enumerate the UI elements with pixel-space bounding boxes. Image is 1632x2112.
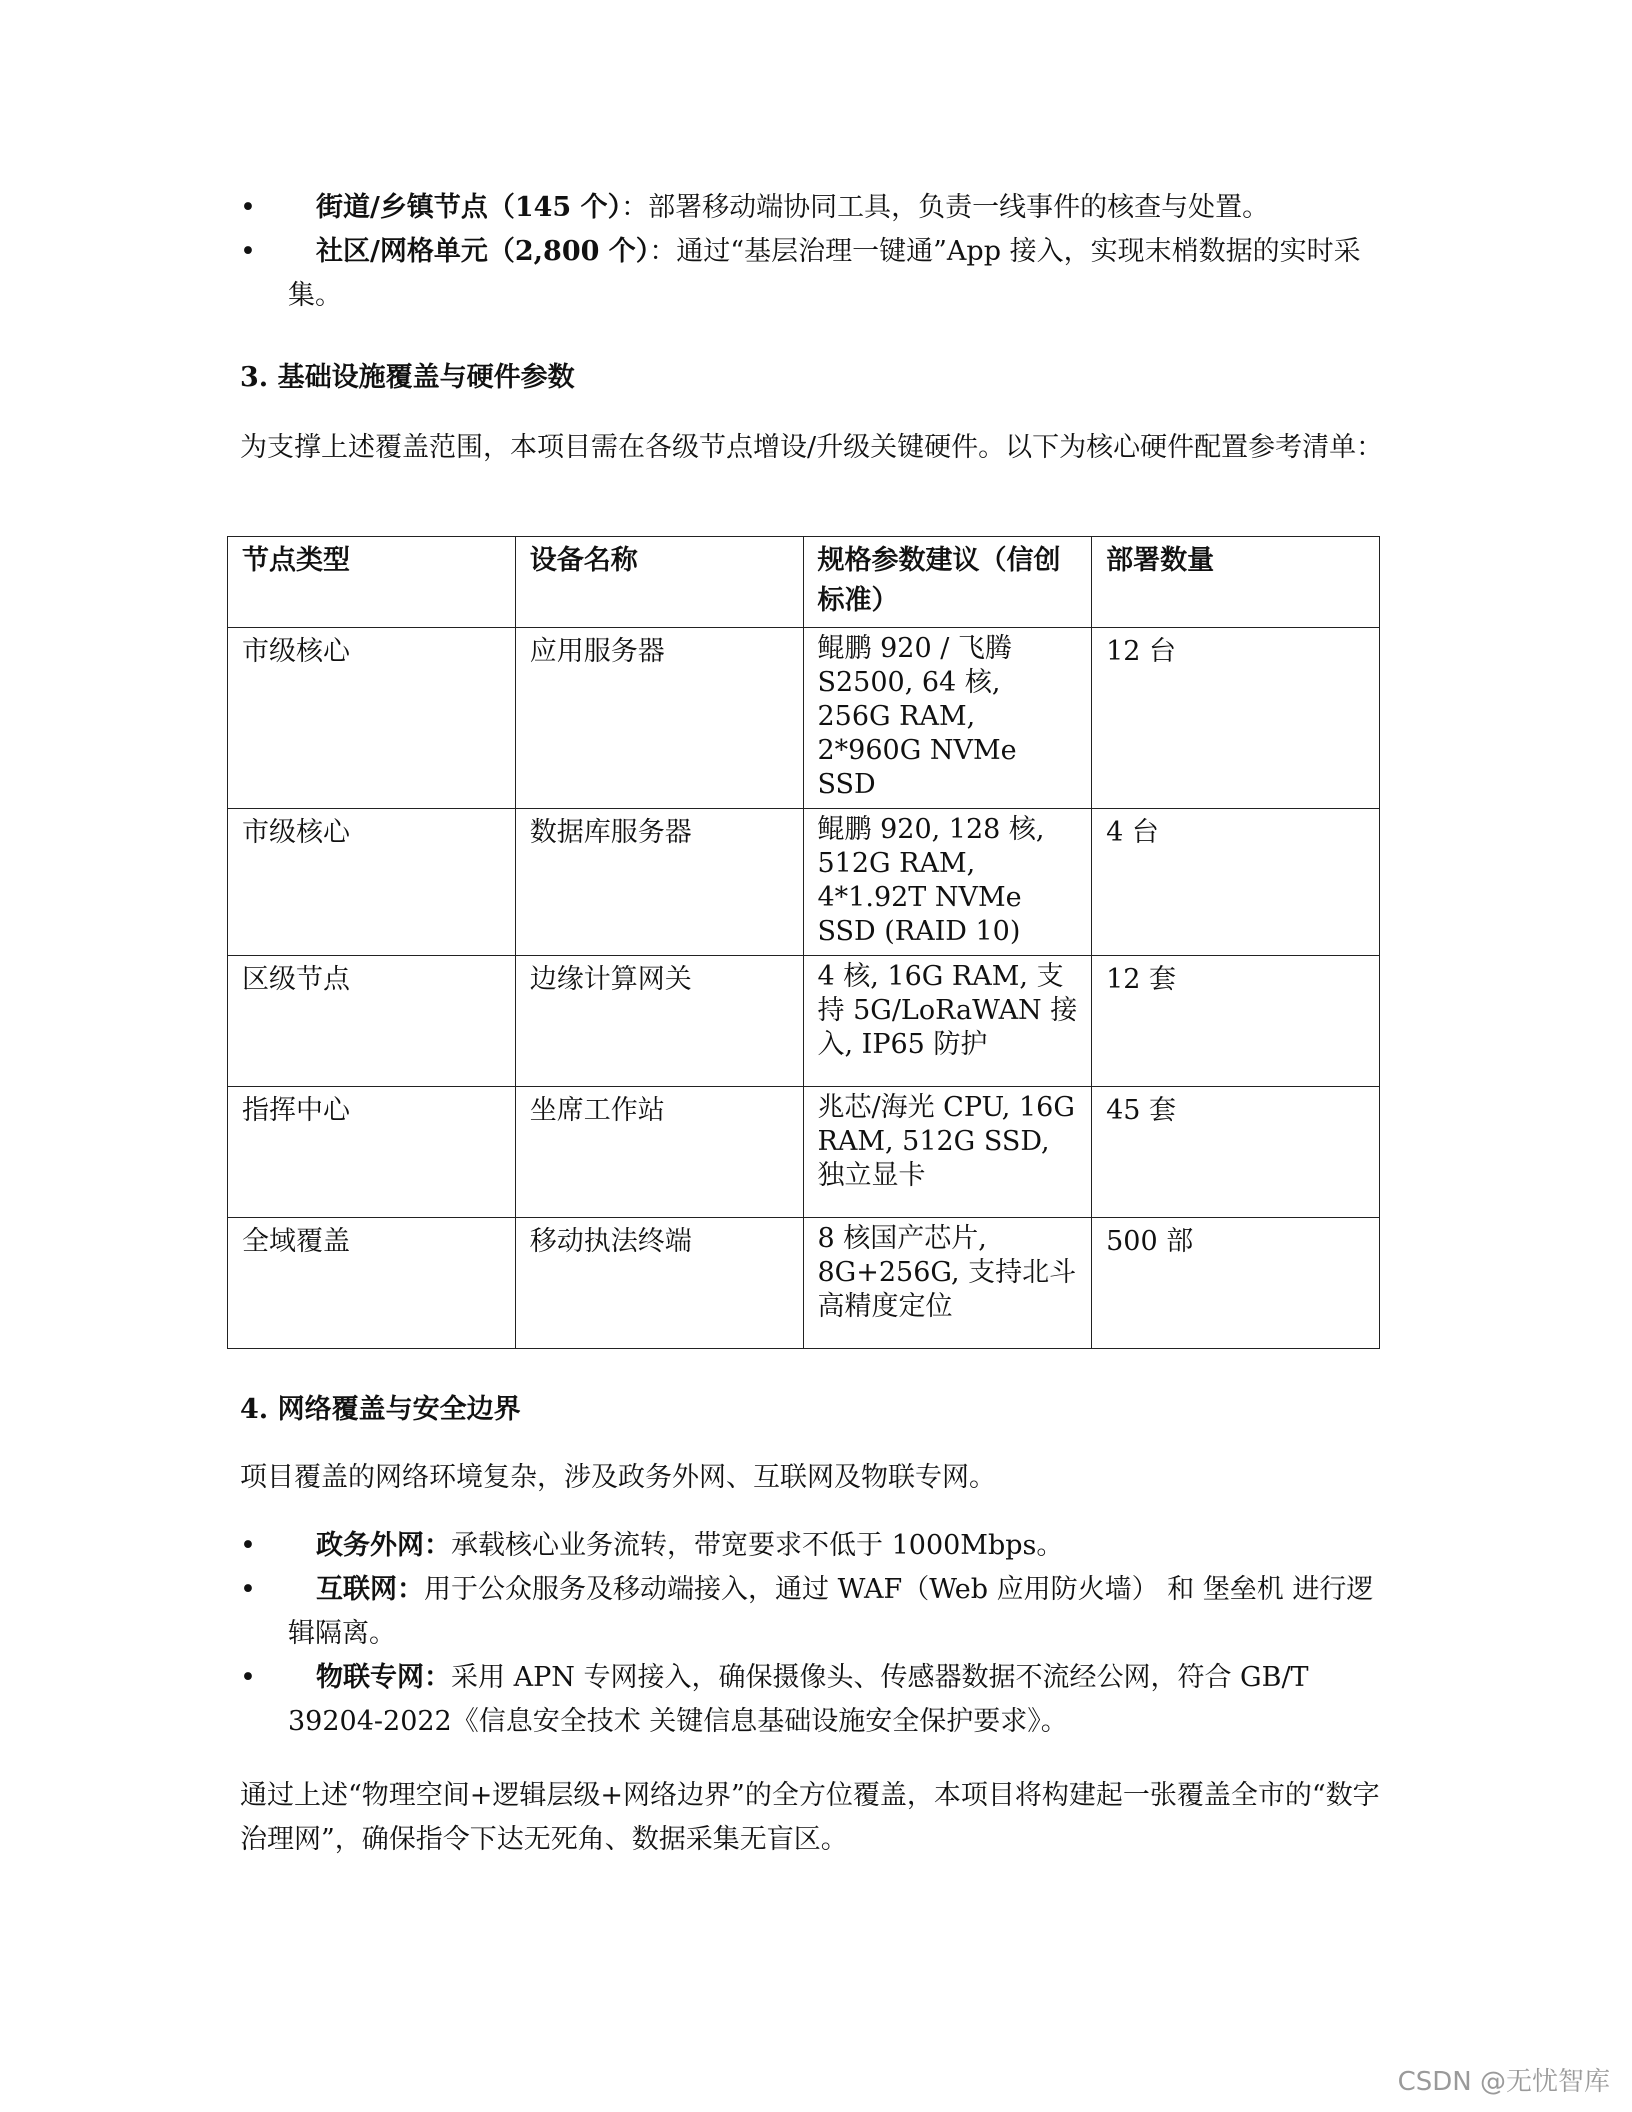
list-item [240,186,1390,230]
cell-quantity: 12 套 [1092,956,1380,1087]
header-device-name: 设备名称 [515,537,803,628]
cell-node-type: 区级节点 [228,956,516,1087]
table-row [228,1087,1380,1218]
cell-spec: 鲲鹏 920, 128 核, 512G RAM, 4*1.92T NVMe SSD (RAID 10) [803,809,1092,956]
watermark: CSDN @无忧智库 [1397,2067,1610,2097]
cell-quantity: 4 台 [1092,809,1380,956]
table-row [228,628,1380,809]
closing-paragraph: 通过上述“物理空间+逻辑层级+网络边界”的全方位覆盖，本项目将构建起一张覆盖全市的“数字治理网”，确保指令下达无死角、数据采集无盲区。 [240,1780,1380,1855]
bullet-bold: 街道/乡镇节点（145 个） [316,192,622,223]
cell-spec: 鲲鹏 920 / 飞腾 S2500, 64 核, 256G RAM, 2*960G NVMe SSD [803,628,1092,809]
cell-device: 移动执法终端 [515,1218,803,1349]
cell-spec: 4 核, 16G RAM, 支持 5G/LoRaWAN 接入, IP65 防护 [803,956,1092,1087]
cell-device: 数据库服务器 [515,809,803,956]
cell-device: 应用服务器 [515,628,803,809]
table-row [228,956,1380,1087]
top-section [240,186,1390,470]
section-4-title: 4. 网络覆盖与安全边界 [240,1394,521,1425]
cell-device: 坐席工作站 [515,1087,803,1218]
cell-quantity: 12 台 [1092,628,1380,809]
section-3-intro: 为支撑上述覆盖范围，本项目需在各级节点增设/升级关键硬件。以下为核心硬件配置参考清单： [240,432,1384,463]
bullet-text: 用于公众服务及移动端接入，通过 WAF（Web 应用防火墙） 和 堡垒机 进行逻辑隔离。 [288,1574,1374,1649]
cell-node-type: 市级核心 [228,809,516,956]
list-item [240,1568,1390,1656]
bullet-bold: 社区/网格单元（2,800 个） [316,236,650,267]
cell-device: 边缘计算网关 [515,956,803,1087]
bullet-text: ：通过“基层治理一键通”App 接入，实现末梢数据的实时采集。 [288,236,1361,311]
bullet-bold: 政务外网： [316,1530,451,1561]
table-header-row [228,537,1380,628]
section-4 [240,1390,1390,1862]
bullet-icon: • [240,1530,256,1561]
table-row [228,809,1380,956]
header-node-type: 节点类型 [228,537,516,628]
bullet-icon: • [240,1574,256,1605]
list-item [240,1656,1390,1744]
cell-quantity: 45 套 [1092,1087,1380,1218]
cell-node-type: 指挥中心 [228,1087,516,1218]
bullet-icon: • [240,192,256,223]
bullet-icon: • [240,1662,256,1693]
bullet-bold: 互联网： [316,1574,424,1605]
bullet-text: 承载核心业务流转，带宽要求不低于 1000Mbps。 [451,1530,1064,1561]
header-quantity: 部署数量 [1092,537,1380,628]
bullet-text: 采用 APN 专网接入，确保摄像头、传感器数据不流经公网，符合 GB/T 39204-2022《信息安全技术 关键信息基础设施安全保护要求》。 [288,1662,1309,1737]
bullet-icon: • [240,236,256,267]
hardware-table [227,536,1380,1349]
network-bullet-list [240,1524,1390,1744]
cell-spec: 兆芯/海光 CPU, 16G RAM, 512G SSD, 独立显卡 [803,1087,1092,1218]
cell-spec: 8 核国产芯片, 8G+256G, 支持北斗高精度定位 [803,1218,1092,1349]
cell-node-type: 全域覆盖 [228,1218,516,1349]
section-3-title: 3. 基础设施覆盖与硬件参数 [240,362,575,393]
section-4-intro: 项目覆盖的网络环境复杂，涉及政务外网、互联网及物联专网。 [240,1462,996,1493]
cell-quantity: 500 部 [1092,1218,1380,1349]
table-row [228,1218,1380,1349]
header-spec: 规格参数建议（信创标准） [803,537,1092,628]
list-item [240,230,1390,318]
bullet-bold: 物联专网： [316,1662,451,1693]
cell-node-type: 市级核心 [228,628,516,809]
list-item [240,1524,1390,1568]
bullet-text: ：部署移动端协同工具，负责一线事件的核查与处置。 [621,192,1270,223]
node-bullet-list [240,186,1390,318]
